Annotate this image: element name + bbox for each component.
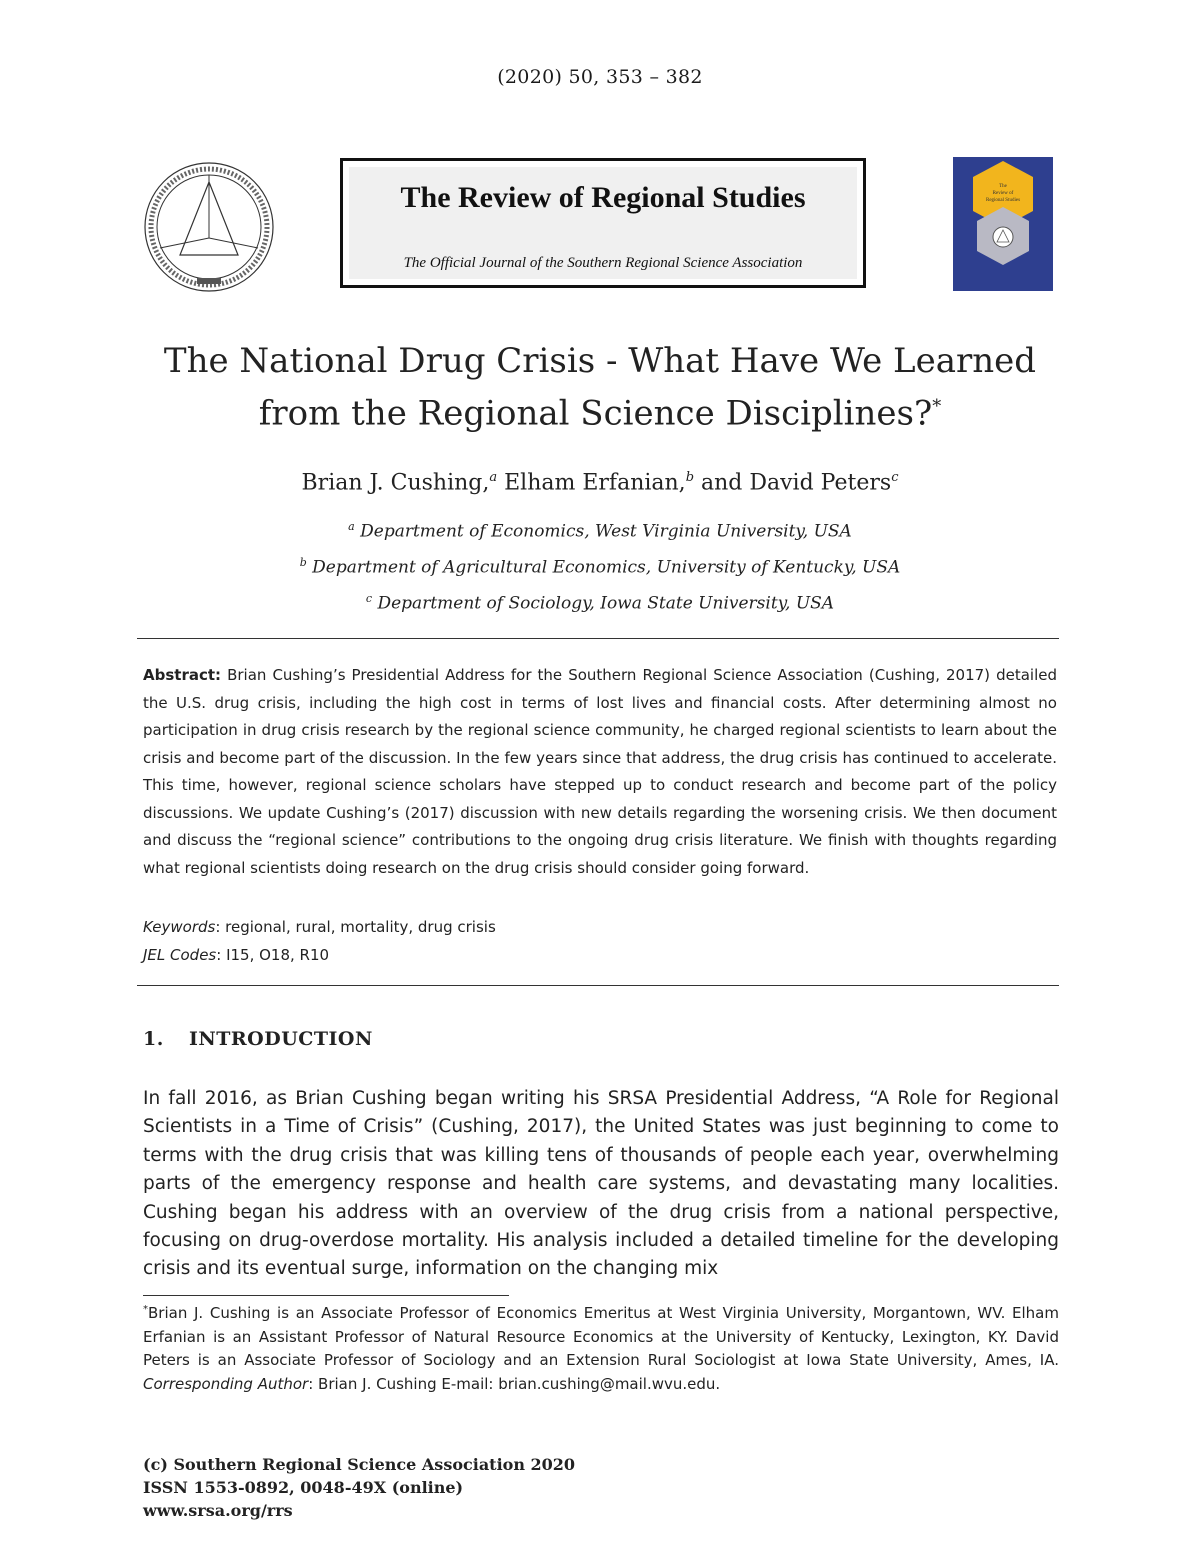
- author-3: and David Peters: [701, 470, 892, 496]
- abstract: [143, 662, 1057, 882]
- srsa-seal-logo: [142, 160, 276, 294]
- journal-subtitle: The Official Journal of the Southern Regional Science Association: [403, 255, 803, 271]
- svg-text:Regional Studies: Regional Studies: [985, 198, 1021, 203]
- abstract-label: Abstract:: [143, 666, 222, 684]
- journal-cover-image: [953, 157, 1053, 291]
- journal-citation: (2020) 50, 353 – 382: [497, 66, 703, 88]
- paper-title-line2: from the Regional Science Disciplines?: [258, 393, 933, 434]
- svg-text:The: The: [999, 184, 1007, 189]
- author-2-affil: b: [685, 470, 695, 485]
- section-heading: [143, 1028, 373, 1050]
- jel-codes: JEL Codes: I15, O18, R10: [143, 946, 330, 964]
- paper-title: [0, 338, 1200, 436]
- author-list: [0, 470, 1200, 495]
- affiliation-c: $^c$ Department of Sociology, Iowa State University, USA: [365, 592, 835, 614]
- abstract-bottom-rule: [137, 985, 1059, 986]
- footnote: *Brian J. Cushing is an Associate Professor of Economics Emeritus at West Virginia University, Morgantown, WV. Elham Erfanian is an Assistant Professor of Natural Resource Economics at the University of Kentucky, Lexington, KY. David Peters is an Associate Professor of Sociology and an Extension Rural Sociologist at Iowa State University, Ames, IA. Corresponding Author: Brian J. Cushing E-mail: brian.cushing@mail.wvu.edu.: [143, 1304, 1059, 1394]
- keywords: Keywords: regional, rural, mortality, drug crisis: [143, 918, 496, 936]
- affiliation-b: $^b$ Department of Agricultural Economics, University of Kentucky, USA: [299, 556, 901, 578]
- journal-masthead: [340, 158, 866, 288]
- copyright-line: (c) Southern Regional Science Association 2020: [143, 1455, 576, 1474]
- title-footnote-mark: *: [932, 396, 942, 417]
- introduction-body: In fall 2016, as Brian Cushing began writing his SRSA Presidential Address, “A Role for Regional Scientists in a Time of Crisis” (Cushing, 2017), the United States was just beginning to come to terms with the drug crisis that was killing tens of thousands of people each year, overwhelming parts of the emergency response and health care systems, and devastating many localities. Cushing began his address with an overview of the drug crisis from a national perspective, focusing on drug-overdose mortality. His analysis included a detailed timeline for the developing crisis and its eventual surge, information on the changing mix: [143, 1088, 1059, 1280]
- affiliation-a: $^a$ Department of Economics, West Virginia University, USA: [348, 520, 852, 542]
- abstract-text: Brian Cushing’s Presidential Address for the Southern Regional Science Association (Cushing, 2017) detailed the U.S. drug crisis, including the high cost in terms of lost lives and financial costs. After determining almost no participation in drug crisis research by the regional science community, he charged regional scientists to learn about the crisis and become part of the discussion. In the few years since that address, the drug crisis has continued to accelerate. This time, however, regional science scholars have stepped up to conduct research and become part of the policy discussions. We update Cushing’s (2017) discussion with new details regarding the worsening crisis. We then document and discuss the “regional science” contributions to the ongoing drug crisis literature. We finish with thoughts regarding what regional scientists doing research on the drug crisis should consider going forward.: [143, 666, 1057, 877]
- section-title: INTRODUCTION: [189, 1028, 373, 1050]
- issn-line: ISSN 1553-0892, 0048-49X (online): [143, 1478, 464, 1497]
- section-number: 1.: [143, 1028, 164, 1050]
- abstract-top-rule: [137, 638, 1059, 639]
- author-1-affil: a: [489, 470, 498, 485]
- author-2: Elham Erfanian,: [504, 470, 686, 496]
- paper-title-line1: The National Drug Crisis - What Have We Learned: [163, 341, 1037, 381]
- author-1: Brian J. Cushing,: [301, 470, 490, 496]
- journal-url[interactable]: www.srsa.org/rrs: [143, 1501, 293, 1520]
- footnote-rule: [143, 1295, 509, 1296]
- svg-text:Review of: Review of: [992, 191, 1014, 196]
- author-3-affil: c: [891, 470, 899, 485]
- journal-title: The Review of Regional Studies: [400, 181, 806, 214]
